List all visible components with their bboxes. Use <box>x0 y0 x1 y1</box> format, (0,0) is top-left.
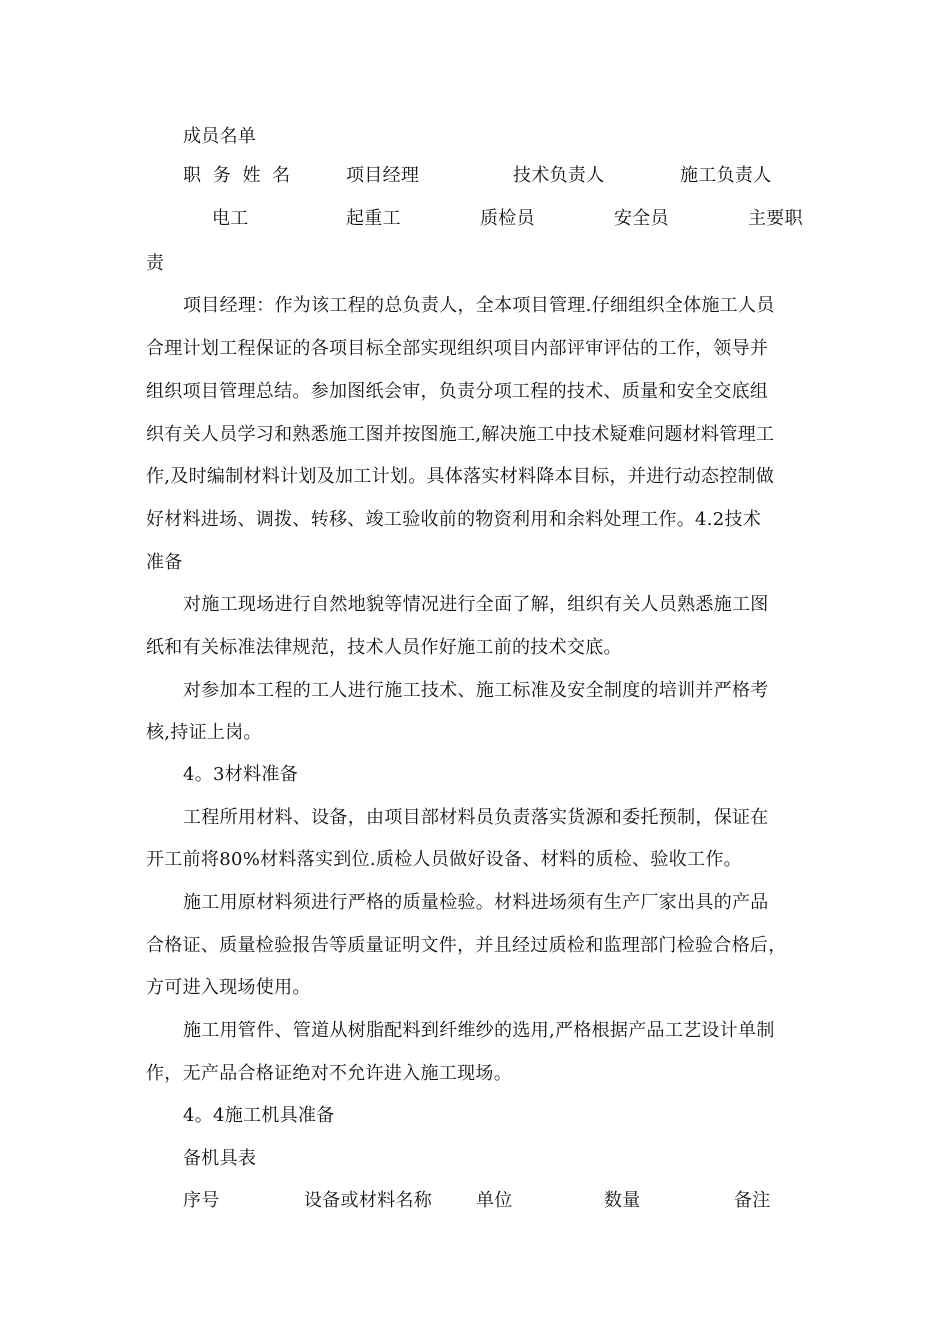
paragraph-line: 作，无产品合格证绝对不允许进入施工现场。 <box>146 1063 512 1084</box>
paragraph-line: 对施工现场进行自然地貌等情况进行全面了解，组织有关人员熟悉施工图 <box>183 594 769 615</box>
section-heading-4-3: 4。3材料准备 <box>183 764 299 785</box>
member-list-title: 成员名单 <box>183 126 257 147</box>
column-header-index: 序号 <box>183 1190 220 1211</box>
role-construction-lead: 施工负责人 <box>680 165 772 186</box>
paragraph-line: 方可进入现场使用。 <box>146 977 311 998</box>
roles-header-label: 职 务 姓 名 <box>183 165 294 186</box>
role-safety-officer: 安全员 <box>614 208 669 229</box>
paragraph-line: 准备 <box>146 552 183 573</box>
role-rigger: 起重工 <box>346 208 401 229</box>
main-duties-label-wrap: 责 <box>146 253 165 274</box>
paragraph-line: 组织项目管理总结。参加图纸会审，负责分项工程的技术、质量和安全交底组 <box>146 381 769 402</box>
paragraph-line: 核,持证上岗。 <box>146 722 262 743</box>
column-header-remarks: 备注 <box>734 1190 771 1211</box>
paragraph-line: 施工用管件、管道从树脂配料到纤维纱的选用,严格根据产品工艺设计单制 <box>183 1020 775 1041</box>
section-heading-4-4: 4。4施工机具准备 <box>183 1105 335 1126</box>
paragraph-line: 对参加本工程的工人进行施工技术、施工标准及安全制度的培训并严格考 <box>183 680 769 701</box>
paragraph-line: 好材料进场、调拨、转移、竣工验收前的物资利用和余料处理工作。4.2技术 <box>146 509 762 530</box>
paragraph-line: 织有关人员学习和熟悉施工图并按图施工,解决施工中技术疑难问题材料管理工 <box>146 424 775 445</box>
paragraph-line: 施工用原材料须进行严格的质量检验。材料进场须有生产厂家出具的产品 <box>183 892 769 913</box>
column-header-unit: 单位 <box>476 1190 513 1211</box>
role-quality-inspector: 质检员 <box>480 208 535 229</box>
column-header-quantity: 数量 <box>604 1190 641 1211</box>
role-electrician: 电工 <box>212 208 249 229</box>
role-technical-lead: 技术负责人 <box>513 165 605 186</box>
main-duties-label: 主要职 <box>748 208 803 229</box>
paragraph-line: 作,及时编制材料计划及加工计划。具体落实材料降本目标，并进行动态控制做 <box>146 466 775 487</box>
paragraph-line: 合格证、质量检验报告等质量证明文件，并且经过质检和监理部门检验合格后， <box>146 935 787 956</box>
paragraph-line: 合理计划工程保证的各项目标全部实现组织项目内部评审评估的工作，领导并 <box>146 338 769 359</box>
equipment-table-title: 备机具表 <box>183 1148 257 1169</box>
paragraph-line: 开工前将80%材料落实到位.质检人员做好设备、材料的质检、验收工作。 <box>146 849 742 870</box>
paragraph-line: 工程所用材料、设备，由项目部材料员负责落实货源和委托预制，保证在 <box>183 807 769 828</box>
paragraph-line: 项目经理：作为该工程的总负责人，全本项目管理.仔细组织全体施工人员 <box>183 295 775 316</box>
role-project-manager: 项目经理 <box>346 165 420 186</box>
paragraph-line: 纸和有关标准法律规范，技术人员作好施工前的技术交底。 <box>146 637 622 658</box>
column-header-name: 设备或材料名称 <box>304 1190 433 1211</box>
